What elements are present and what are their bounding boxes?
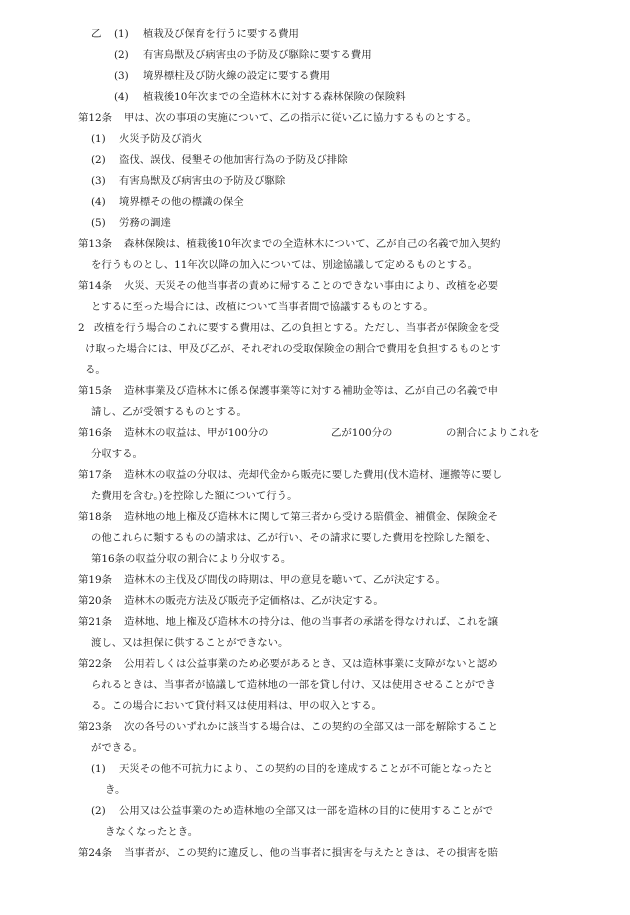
item-text: 盗伐、誤伐、侵墾その他加害行為の予防及び排除 xyxy=(119,154,348,166)
article-text: 造林木の販売方法及び販売予定価格は、乙が決定する。 xyxy=(124,595,384,607)
article-label: 第19条 xyxy=(78,574,113,586)
article-label: 第23条 xyxy=(78,721,113,733)
article-text: た費用を含む。)を控除した額について行う。 xyxy=(91,490,298,502)
item-number: (1) xyxy=(114,28,129,40)
article-text: 次の各号のいずれかに該当する場合は、この契約の全部又は一部を解除すること xyxy=(124,721,499,733)
item-number: (2) xyxy=(91,805,106,817)
article-text: とするに至った場合には、改植について当事者間で協議するものとする。 xyxy=(91,301,434,313)
article-text: を行うものとし、11年次以降の加入については、別途協議して定めるものとする。 xyxy=(91,259,479,271)
item-text: 火災予防及び消火 xyxy=(119,133,203,145)
article-text: 甲は、次の事項の実施について、乙の指示に従い乙に協力するものとする。 xyxy=(124,112,477,124)
article-text: 火災、天災その他当事者の責めに帰することのできない事由により、改植を必要 xyxy=(124,280,499,292)
article-text: ができる。 xyxy=(91,742,143,754)
item-text: 労務の調達 xyxy=(119,217,171,229)
article-label: 第17条 xyxy=(78,469,113,481)
article-label: 第22条 xyxy=(78,658,113,670)
article-text: 造林木の収益は、甲が100分の xyxy=(124,427,269,439)
item-text: 植栽及び保育を行うに要する費用 xyxy=(143,28,299,40)
item-text: 植栽後10年次までの全造林木に対する森林保険の保険料 xyxy=(143,91,406,103)
article-label: 第20条 xyxy=(78,595,113,607)
article-text: の割合によりこれを xyxy=(446,427,540,439)
article-text: 造林木の主伐及び間伐の時期は、甲の意見を聴いて、乙が決定する。 xyxy=(124,574,446,586)
item-number: (4) xyxy=(114,91,129,103)
item-number: (3) xyxy=(91,175,106,187)
article-text: 請し、乙が受領するものとする。 xyxy=(91,406,247,418)
article-label: 第18条 xyxy=(78,511,113,523)
article-text: る。 xyxy=(85,364,106,376)
item-text: 天災その他不可抗力により、この契約の目的を達成することが不可能となったと xyxy=(119,763,494,775)
article-label: 第14条 xyxy=(78,280,113,292)
party-otsu: 乙 xyxy=(91,28,102,40)
item-number: (3) xyxy=(114,70,129,82)
article-text: け取った場合には、甲及び乙が、それぞれの受取保険金の割合で費用を負担するものとす xyxy=(85,343,501,355)
article-text: る。この場合において貸付料又は使用料は、甲の収入とする。 xyxy=(91,700,382,712)
item-text: 公用又は公益事業のため造林地の全部又は一部を造林の目的に使用することがで xyxy=(119,805,494,817)
article-text: 第16条の収益分収の割合により分収する。 xyxy=(91,553,292,565)
article-text: 造林事業及び造林木に係る保護事業等に対する補助金等は、乙が自己の名義で申 xyxy=(124,385,499,397)
article-label: 第24条 xyxy=(78,847,113,859)
article-text: 乙が100分の xyxy=(331,427,393,439)
item-number: (1) xyxy=(91,133,106,145)
item-number: (5) xyxy=(91,217,106,229)
item-number: (4) xyxy=(91,196,106,208)
article-text: 当事者が、この契約に違反し、他の当事者に損害を与えたときは、その損害を賠 xyxy=(124,847,499,859)
item-text: 境界標その他の標識の保全 xyxy=(119,196,244,208)
item-text: 境界標柱及び防火線の設定に要する費用 xyxy=(143,70,331,82)
article-text: 造林地、地上権及び造林木の持分は、他の当事者の承諾を得なければ、これを譲 xyxy=(124,616,499,628)
article-label: 第13条 xyxy=(78,238,113,250)
article-text: られるときは、当事者が協議して造林地の一部を貸し付け、又は使用させることができ xyxy=(91,679,496,691)
item-text: き。 xyxy=(105,784,126,796)
item-text: 有害鳥獣及び病害虫の予防及び駆除 xyxy=(119,175,286,187)
article-label: 第21条 xyxy=(78,616,113,628)
article-text: 公用若しくは公益事業のため必要があるとき、又は造林事業に支障がないと認め xyxy=(124,658,498,670)
article-label: 第15条 xyxy=(78,385,113,397)
article-text: 造林地の地上権及び造林木に関して第三者から受ける賠償金、補償金、保険金そ xyxy=(124,511,499,523)
item-text: 有害鳥獣及び病害虫の予防及び駆除に要する費用 xyxy=(143,49,372,61)
item-number: (2) xyxy=(114,49,129,61)
article-text: 造林木の収益の分収は、売却代金から販売に要した費用(伐木造材、運搬等に要し xyxy=(124,469,503,481)
item-number: (1) xyxy=(91,763,106,775)
paragraph-number: 2 xyxy=(78,322,85,334)
item-number: (2) xyxy=(91,154,106,166)
article-text: 森林保険は、植栽後10年次までの全造林木について、乙が自己の名義で加入契約 xyxy=(124,238,501,250)
article-text: 渡し、又は担保に供することができない。 xyxy=(91,637,289,649)
article-label: 第16条 xyxy=(78,427,113,439)
article-text: 分収する。 xyxy=(91,448,143,460)
article-text: の他これらに類するものの請求は、乙が行い、その請求に要した費用を控除した額を、 xyxy=(91,532,497,544)
article-text: 改植を行う場合のこれに要する費用は、乙の負担とする。ただし、当事者が保険金を受 xyxy=(94,322,500,334)
article-label: 第12条 xyxy=(78,112,113,124)
item-text: きなくなったとき。 xyxy=(105,826,199,838)
